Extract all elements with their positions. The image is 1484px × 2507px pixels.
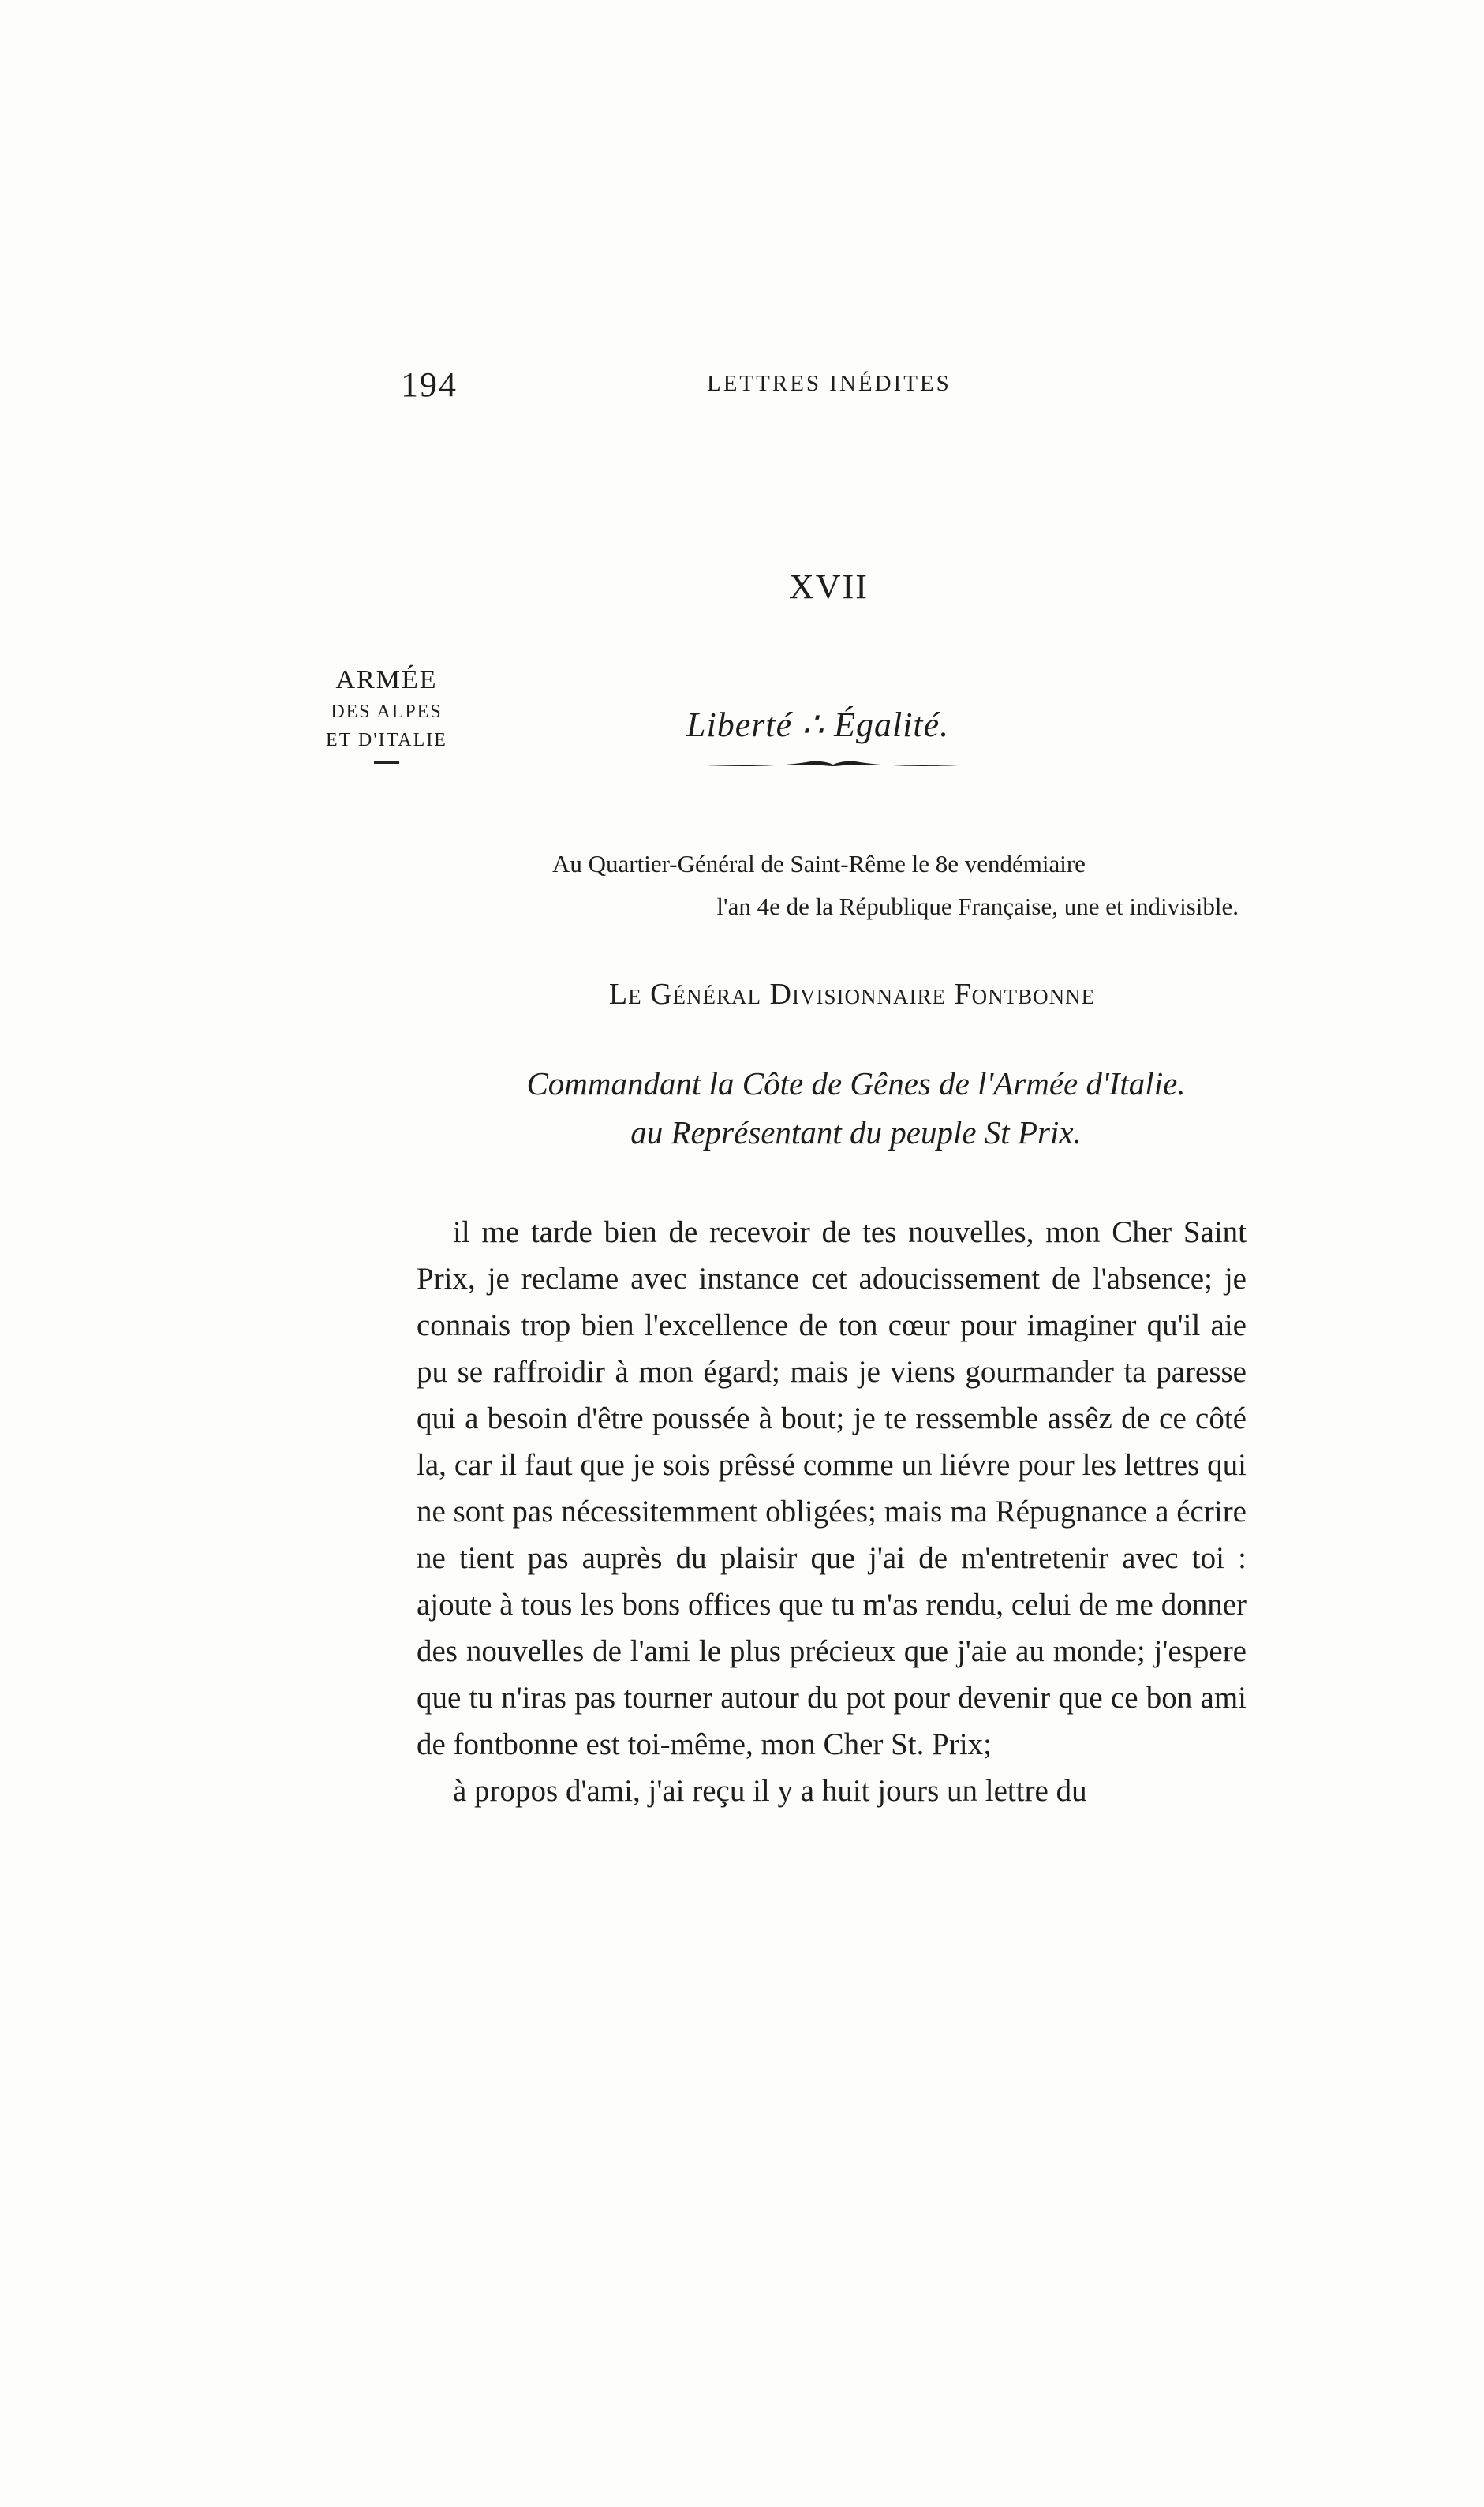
margin-dash-divider [374,761,399,764]
letter-number: XVII [789,567,869,606]
body-paragraph-1: il me tarde bien de recevoir de tes nouvelles, mon Cher Saint Prix, je reclame avec instance cet adoucissement de l'absence; je connais trop bien l'excellence de ton cœur pour imaginer qu'il aie pu se raffroidir à mon égard; mais je viens gourmander ta paresse qui a besoin d'être poussée à bout; je te ressemble assêz de ce côté la, car il faut que je sois prêssé comme un liévre pour les lettres qui ne sont pas nécessitemment obligées; mais ma Répugnance a écrire ne tient pas auprès du plaisir que j'ai de m'entretenir avec toi : ajoute à tous les bons offices que tu m'as rendu, celui de me donner des nouvelles de l'ami le plus précieux que j'aie au monde; j'espere que tu n'iras pas tourner autour du pot pour devenir que ce bon ami de fontbonne est toi-même, mon Cher St. Prix; [417,1215,1247,1761]
running-title: LETTRES INÉDITES [707,371,951,396]
letter-body [417,1209,1247,1814]
body-paragraph-2: à propos d'ami, j'ai reçu il y a huit jours un lettre du [453,1774,1087,1808]
ornamental-rule [688,756,978,773]
margin-heading-line1: ARMÉE [335,665,438,694]
margin-heading [284,663,489,764]
margin-heading-line3: ET D'ITALIE [326,730,447,750]
sender-title: Le Général Divisionnaire Fontbonne [608,978,1096,1011]
subtitle-line1: Commandant la Côte de Gênes de l'Armée d'Italie. [526,1065,1186,1102]
dateline-line1: Au Quartier-Général de Saint-Rême le 8e vendémiaire [552,850,1086,877]
letter-subtitle [442,1059,1270,1157]
subtitle-line2: au Représentant du peuple St Prix. [630,1114,1082,1151]
dateline [552,843,1239,928]
motto: Liberté ∴ Égalité. [686,705,950,744]
margin-heading-line2: DES ALPES [331,702,443,722]
page-number: 194 [401,365,458,404]
dateline-line2: l'an 4e de la République Française, une et indivisible. [716,892,1239,920]
